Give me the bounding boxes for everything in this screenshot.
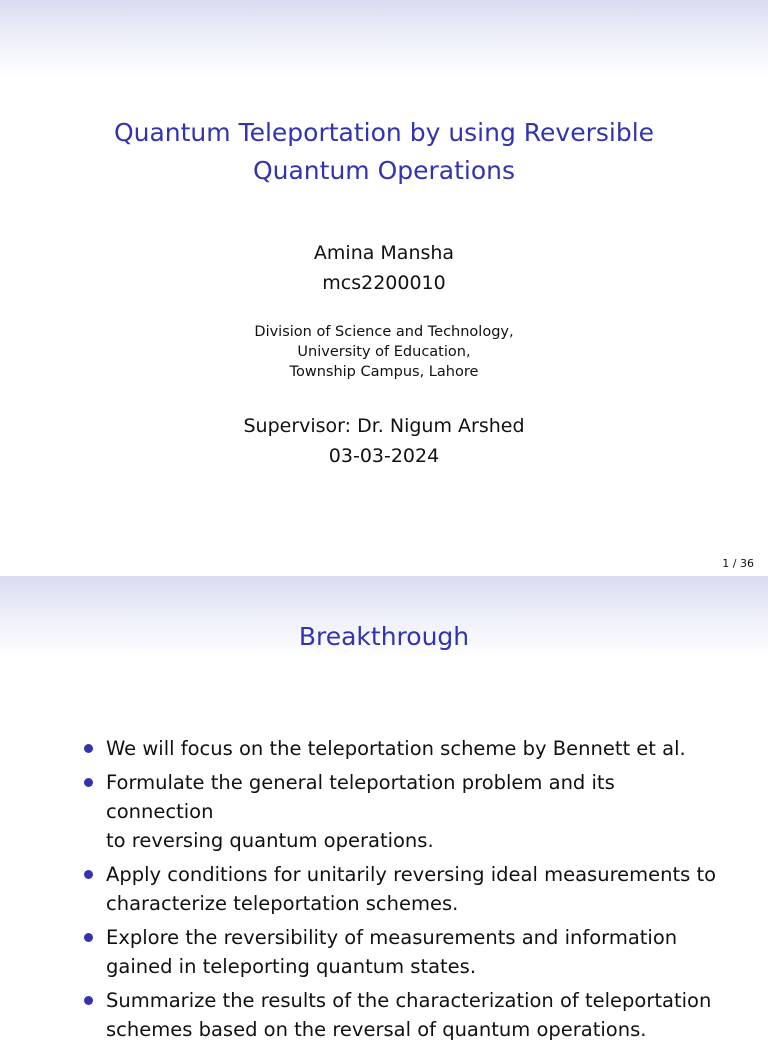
list-item: [78, 923, 728, 981]
list-item: [78, 860, 728, 918]
bullet-text: Formulate the general teleportation problem and its connection: [106, 771, 615, 823]
author-block: [0, 238, 768, 298]
presentation-title: [0, 114, 768, 190]
list-item: [78, 768, 728, 855]
bullet-icon: [84, 996, 93, 1005]
page-number: 1 / 36: [722, 557, 754, 570]
bullet-text: characterize teleportation schemes.: [106, 892, 459, 915]
bullet-icon: [84, 870, 93, 879]
bullet-text: We will focus on the teleportation scheme by Bennett et al.: [106, 737, 686, 760]
title-line: Quantum Operations: [252, 156, 516, 185]
presentation-date: 03-03-2024: [328, 445, 440, 467]
slide-title: Breakthrough: [298, 622, 470, 651]
roll-number: mcs2200010: [322, 272, 446, 294]
content-slide: [0, 576, 768, 1041]
institute-block: [0, 322, 768, 382]
header-band: [0, 0, 768, 78]
bullet-text: gained in teleporting quantum states.: [106, 955, 477, 978]
bullet-text: to reversing quantum operations.: [106, 829, 434, 852]
bullet-text: Apply conditions for unitarily reversing ideal measurements to: [106, 863, 717, 886]
bullet-icon: [84, 778, 93, 787]
institute-line: Township Campus, Lahore: [289, 364, 479, 380]
bullet-icon: [84, 933, 93, 942]
supervisor-block: [0, 411, 768, 471]
list-item: [78, 986, 728, 1044]
bullet-text: schemes based on the reversal of quantum operations.: [106, 1018, 647, 1041]
institute-line: University of Education,: [297, 344, 471, 360]
author-name: Amina Mansha: [313, 242, 455, 264]
bullet-icon: [84, 744, 93, 753]
institute-line: Division of Science and Technology,: [254, 324, 514, 340]
bullet-text: Explore the reversibility of measurements and information: [106, 926, 678, 949]
title-line: Quantum Teleportation by using Reversible: [113, 118, 655, 147]
bullet-text: Summarize the results of the characterization of teleportation: [106, 989, 712, 1012]
supervisor-name: Supervisor: Dr. Nigum Arshed: [243, 415, 525, 437]
list-item: [78, 734, 728, 763]
bullet-list: [78, 734, 728, 1049]
